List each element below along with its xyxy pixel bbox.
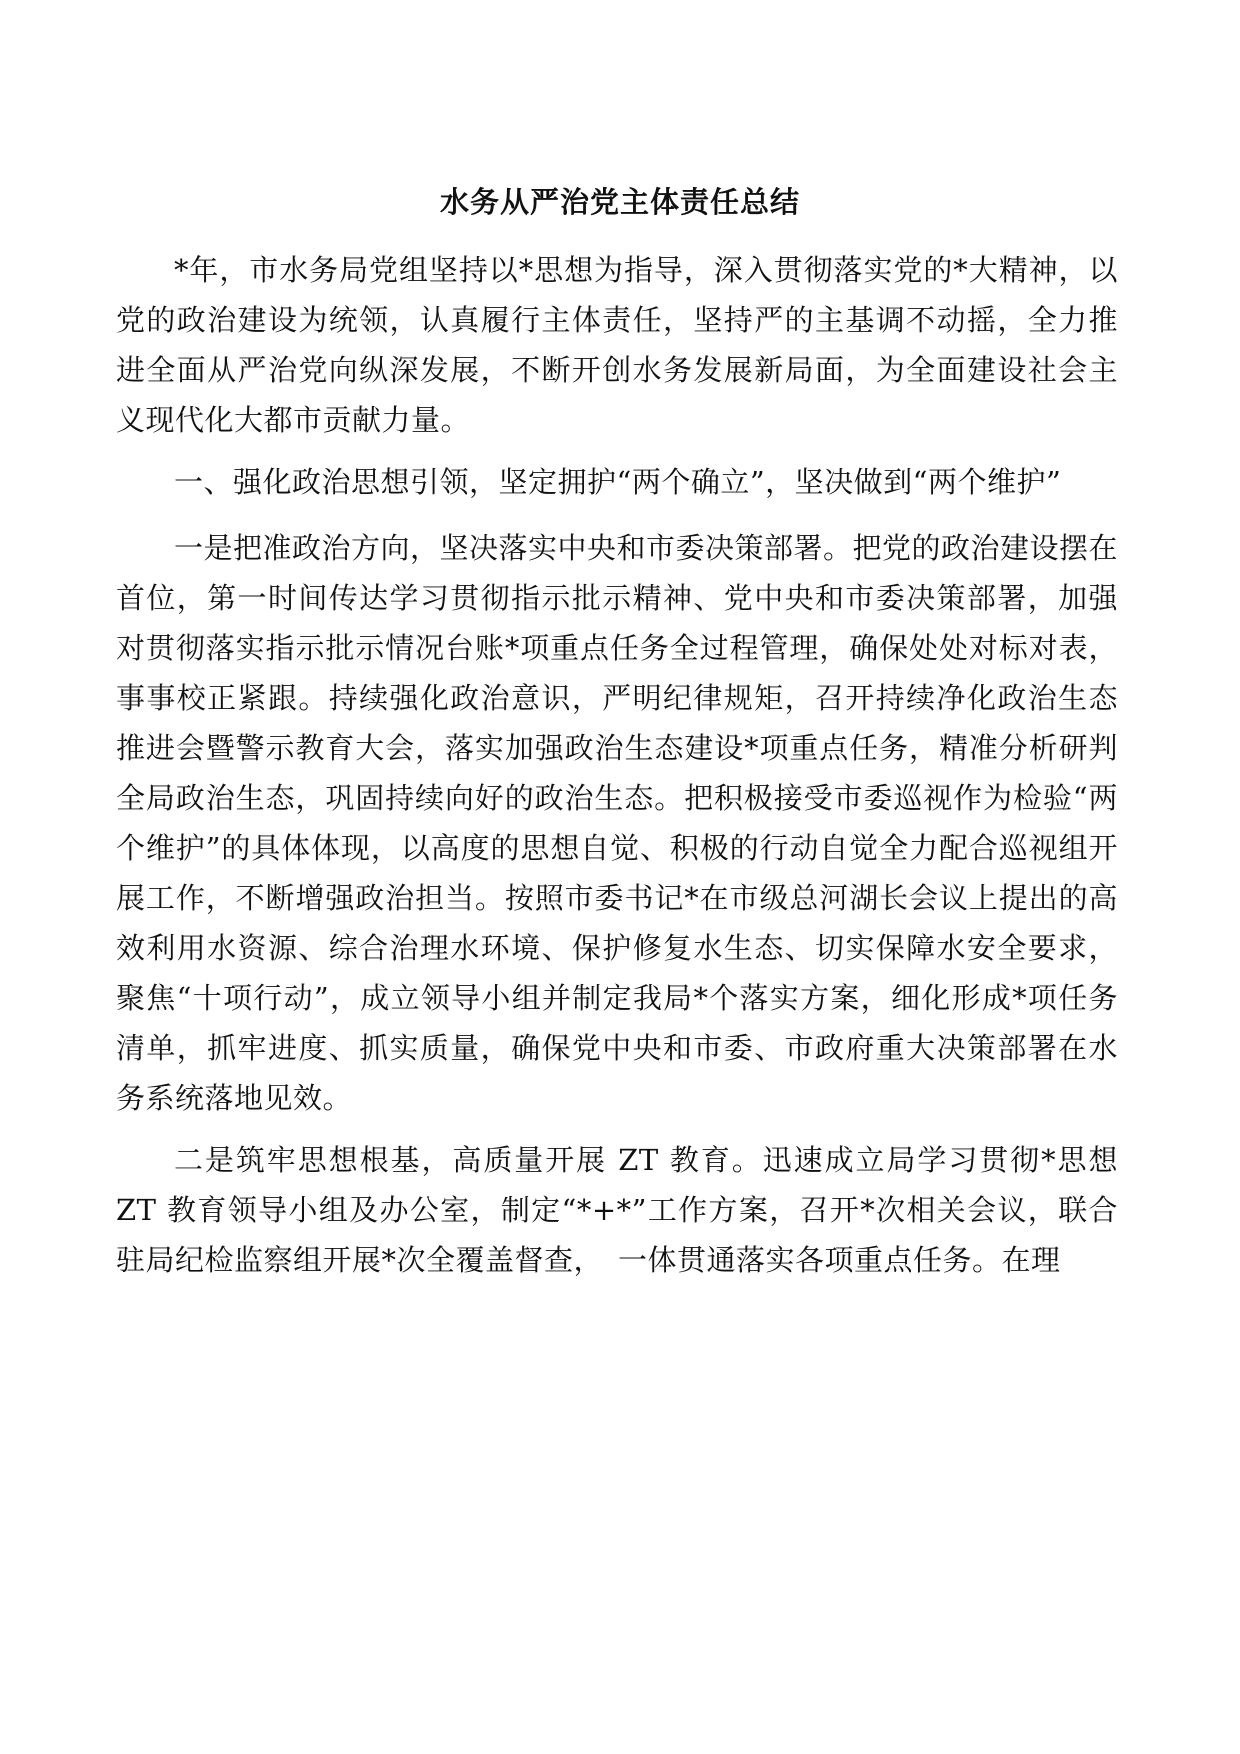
document-title: 水务从严治党主体责任总结: [439, 185, 800, 219]
intro-paragraph: *年，市水务局党组坚持以*思想为指导，深入贯彻落实党的*大精神，以党的政治建设为统领，认真履行主体责任，坚持严的主基调不动摇，全力推进全面从严治党向纵深发展，不断开创水务发展新局面，为全面建设社会主义现代化大都市贡献力量。: [116, 253, 1118, 437]
document-body: [116, 245, 1118, 1297]
paragraph-political-direction: 一是把准政治方向，坚决落实中央和市委决策部署。把党的政治建设摆在首位，第一时间传达学习贯彻指示批示精神、党中央和市委决策部署，加强对贯彻落实指示批示情况台账*项重点任务全过程管理，确保处处对标对表，事事校正紧跟。持续强化政治意识，严明纪律规矩，召开持续净化政治生态推进会暨警示教育大会，落实加强政治生态建设*项重点任务，精准分析研判全局政治生态，巩固持续向好的政治生态。把积极接受市委巡视作为检验“两个维护”的具体体现，以高度的思想自觉、积极的行动自觉全力配合巡视组开展工作，不断增强政治担当。按照市委书记*在市级总河湖长会议上提出的高效利用水资源、综合治理水环境、保护修复水生态、切实保障水安全要求，聚焦“十项行动”，成立领导小组并制定我局*个落实方案，细化形成*项任务清单，抓牢进度、抓实质量，确保党中央和市委、市政府重大决策部署在水务系统落地见效。: [116, 531, 1119, 1115]
paragraph-ideological-foundation: 二是筑牢思想根基，高质量开展 ZT 教育。迅速成立局学习贯彻*思想 ZT 教育领导小组及办公室，制定“*+*”工作方案，召开*次相关会议，联合驻局纪检监察组开展*次全覆盖督查， 一体贯通落实各项重点任务。在理: [116, 1143, 1118, 1277]
section-heading-1: 一、强化政治思想引领，坚定拥护“两个确立”，坚决做到“两个维护”: [174, 465, 1062, 499]
